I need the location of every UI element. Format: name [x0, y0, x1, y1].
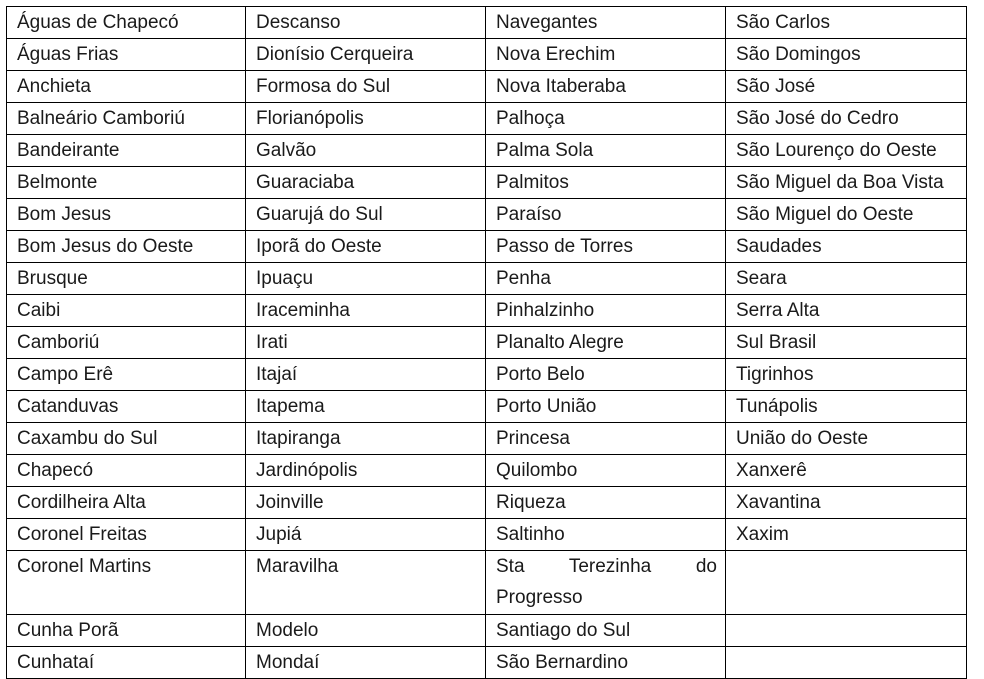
- table-cell: Belmonte: [7, 167, 246, 199]
- table-cell: Modelo: [246, 614, 486, 646]
- table-cell: Coronel Martins: [7, 551, 246, 615]
- table-cell: Palhoça: [486, 103, 726, 135]
- table-row: [7, 199, 967, 231]
- table-cell: Penha: [486, 263, 726, 295]
- table-row: [7, 135, 967, 167]
- table-cell: Brusque: [7, 263, 246, 295]
- table-cell: Sta Terezinha do Progresso: [486, 551, 726, 615]
- table-cell: Palmitos: [486, 167, 726, 199]
- table-cell: Cunha Porã: [7, 614, 246, 646]
- empty-cell: [726, 646, 967, 678]
- table-cell: São Domingos: [726, 39, 967, 71]
- table-cell: Planalto Alegre: [486, 327, 726, 359]
- table-row: [7, 103, 967, 135]
- table-cell: Balneário Camboriú: [7, 103, 246, 135]
- table-row: [7, 614, 967, 646]
- table-cell: Guaraciaba: [246, 167, 486, 199]
- table-cell: São Bernardino: [486, 646, 726, 678]
- table-cell: Camboriú: [7, 327, 246, 359]
- table-cell: Joinville: [246, 487, 486, 519]
- table-cell: Riqueza: [486, 487, 726, 519]
- table-row: [7, 327, 967, 359]
- table-cell: Xaxim: [726, 519, 967, 551]
- table-row: [7, 646, 967, 678]
- table-cell: São Lourenço do Oeste: [726, 135, 967, 167]
- table-row: [7, 231, 967, 263]
- table-row: [7, 167, 967, 199]
- table-cell: Palma Sola: [486, 135, 726, 167]
- table-cell: Águas de Chapecó: [7, 7, 246, 39]
- table-cell: Xavantina: [726, 487, 967, 519]
- table-cell: Itajaí: [246, 359, 486, 391]
- table-cell: Passo de Torres: [486, 231, 726, 263]
- table-cell: Porto Belo: [486, 359, 726, 391]
- table-cell: Itapiranga: [246, 423, 486, 455]
- table-cell: Descanso: [246, 7, 486, 39]
- table-row: [7, 423, 967, 455]
- table-cell: Caxambu do Sul: [7, 423, 246, 455]
- table-cell: Maravilha: [246, 551, 486, 615]
- table-cell: Dionísio Cerqueira: [246, 39, 486, 71]
- table-row: [7, 391, 967, 423]
- table-cell: Itapema: [246, 391, 486, 423]
- table-cell: Pinhalzinho: [486, 295, 726, 327]
- table-row: [7, 39, 967, 71]
- table-cell: Tunápolis: [726, 391, 967, 423]
- table-row: [7, 71, 967, 103]
- table-cell: Mondaí: [246, 646, 486, 678]
- empty-cell: [726, 614, 967, 646]
- table-cell: Serra Alta: [726, 295, 967, 327]
- table-cell: Chapecó: [7, 455, 246, 487]
- table-cell: Paraíso: [486, 199, 726, 231]
- table-row: [7, 7, 967, 39]
- table-row: [7, 551, 967, 615]
- table-cell: Águas Frias: [7, 39, 246, 71]
- table-cell: Caibi: [7, 295, 246, 327]
- table-cell: Nova Erechim: [486, 39, 726, 71]
- table-cell: Quilombo: [486, 455, 726, 487]
- table-cell: Guarujá do Sul: [246, 199, 486, 231]
- table-cell: São José do Cedro: [726, 103, 967, 135]
- table-cell: Bandeirante: [7, 135, 246, 167]
- table-row: [7, 455, 967, 487]
- table-cell: Santiago do Sul: [486, 614, 726, 646]
- table-cell: Seara: [726, 263, 967, 295]
- table-cell: São Carlos: [726, 7, 967, 39]
- table-cell: Jardinópolis: [246, 455, 486, 487]
- table-cell: Galvão: [246, 135, 486, 167]
- table-cell: São Miguel do Oeste: [726, 199, 967, 231]
- table-body: [7, 7, 967, 679]
- table-cell: São José: [726, 71, 967, 103]
- municipalities-table: [6, 6, 967, 679]
- table-cell: São Miguel da Boa Vista: [726, 167, 967, 199]
- table-cell: Bom Jesus: [7, 199, 246, 231]
- table-cell: Irati: [246, 327, 486, 359]
- table-cell: Catanduvas: [7, 391, 246, 423]
- table-cell: Porto União: [486, 391, 726, 423]
- table-row: [7, 359, 967, 391]
- table-cell: Campo Erê: [7, 359, 246, 391]
- table-row: [7, 263, 967, 295]
- table-cell: Iraceminha: [246, 295, 486, 327]
- table-cell: Princesa: [486, 423, 726, 455]
- table-cell: Jupiá: [246, 519, 486, 551]
- table-cell: Sul Brasil: [726, 327, 967, 359]
- table-cell: Navegantes: [486, 7, 726, 39]
- table-row: [7, 295, 967, 327]
- table-cell: União do Oeste: [726, 423, 967, 455]
- table-row: [7, 487, 967, 519]
- table-cell: Florianópolis: [246, 103, 486, 135]
- table-row: [7, 519, 967, 551]
- table-cell: Bom Jesus do Oeste: [7, 231, 246, 263]
- table-cell: Tigrinhos: [726, 359, 967, 391]
- table-cell: Nova Itaberaba: [486, 71, 726, 103]
- table-cell: Cunhataí: [7, 646, 246, 678]
- table-cell: Anchieta: [7, 71, 246, 103]
- table-cell: Formosa do Sul: [246, 71, 486, 103]
- table-cell: Ipuaçu: [246, 263, 486, 295]
- table-cell: Saltinho: [486, 519, 726, 551]
- table-cell: Coronel Freitas: [7, 519, 246, 551]
- table-cell: Iporã do Oeste: [246, 231, 486, 263]
- table-cell: Xanxerê: [726, 455, 967, 487]
- table-cell: Saudades: [726, 231, 967, 263]
- table-cell: Cordilheira Alta: [7, 487, 246, 519]
- empty-cell: [726, 551, 967, 615]
